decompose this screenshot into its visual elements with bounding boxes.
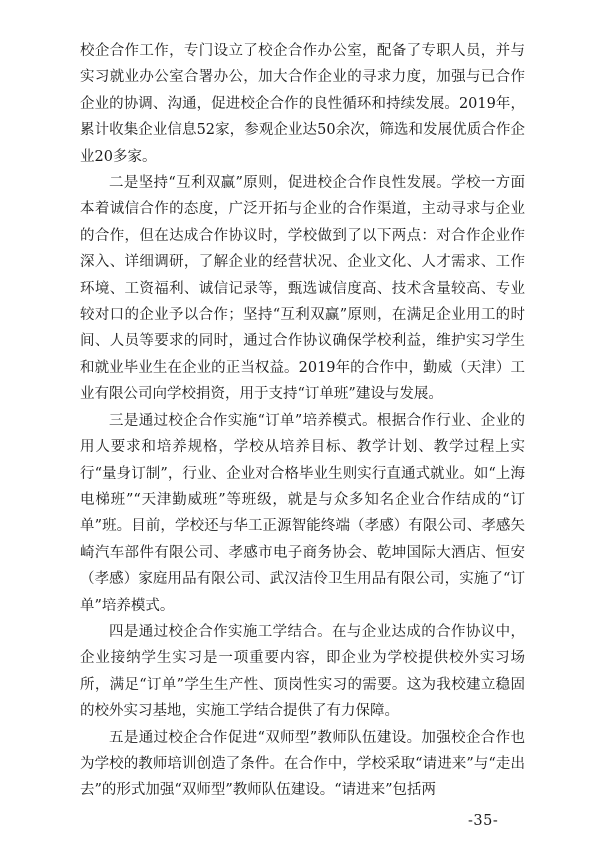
body-text bbox=[80, 38, 525, 804]
page-number: -35- bbox=[468, 813, 499, 829]
paragraph-dual-teacher: 五是通过校企合作促进“双师型”教师队伍建设。加强校企合作也为学校的教师培训创造了条件。在合作中，学校采取“请进来”与“走出去”的形式加强“双师型”教师队伍建设。“请进来”包括两 bbox=[80, 729, 525, 799]
paragraph-work-study: 四是通过校企合作实施工学结合。在与企业达成的合作协议中，企业接纳学生实习是一项重要内容，即企业为学校提供校外实习场所，满足“订单”学生生产性、顶岗性实习的需要。这为我校建立稳固的校外实习基地，实施工学结合提供了有力保障。 bbox=[80, 623, 525, 720]
paragraph-continuation: 校企合作工作，专门设立了校企合作办公室，配备了专职人员，并与实习就业办公室合署办公，加大合作企业的寻求力度，加强与已合作企业的协调、沟通，促进校企合作的良性循环和持续发展。2019年，累计收集企业信息52家，参观企业达50余次，筛选和发展优质合作企业20多家。 bbox=[80, 43, 525, 165]
paragraph-order-training: 三是通过校企合作实施“订单”培养模式。根据合作行业、企业的用人要求和培养规格，学校从培养目标、教学计划、教学过程上实行“量身订制”，行业、企业对合格毕业生则实行直通式就业。如“上海电梯班”“天津勤威班”等班级，就是与众多知名企业合作结成的“订单”班。目前，学校还与华工正源智能终端（孝感）有限公司、孝感矢崎汽车部件有限公司、孝感市电子商务协会、乾坤国际大酒店、恒安（孝感）家庭用品有限公司、武汉洁伶卫生用品有限公司，实施了“订单”培养模式。 bbox=[80, 412, 525, 614]
paragraph-win-win-principle: 二是坚持“互利双赢”原则，促进校企合作良性发展。学校一方面本着诚信合作的态度，广泛开拓与企业的合作渠道，主动寻求与企业的合作，但在达成合作协议时，学校做到了以下两点：对合作企业作深入、详细调研，了解企业的经营状况、企业文化、人才需求、工作环境、工资福利、诚信记录等，甄选诚信度高、技术含量较高、专业较对口的企业予以合作；坚持“互利双赢”原则，在满足企业用工的时间、人员等要求的同时，通过合作协议确保学校利益，维护实习学生和就业毕业生在企业的正当权益。2019年的合作中，勤威（天津）工业有限公司向学校捐资，用于支持“订单班”建设与发展。 bbox=[80, 175, 525, 403]
